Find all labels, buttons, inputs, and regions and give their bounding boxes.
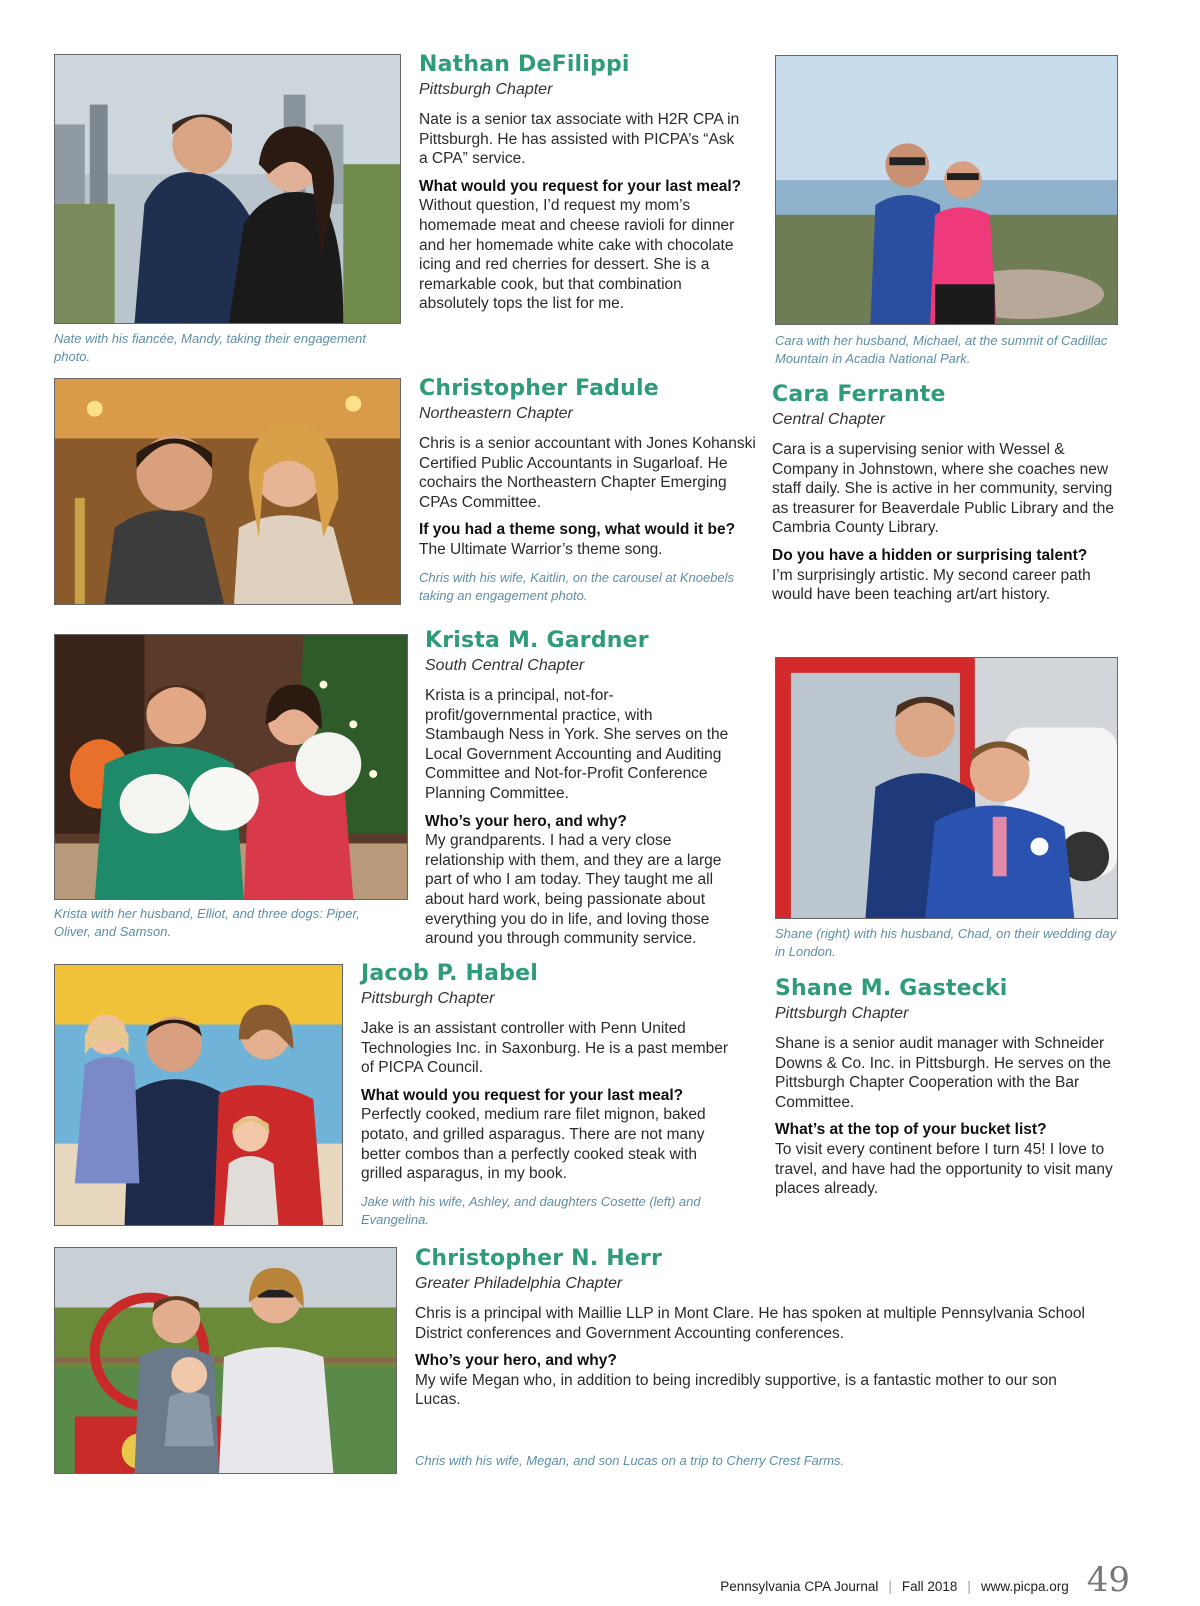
profile-chapter: Pittsburgh Chapter [419, 81, 553, 98]
caption-jacob: Jake with his wife, Ashley, and daughters Cosette (left) and Evangelina. [361, 1194, 701, 1227]
footer-issue: Fall 2018 [901, 1579, 958, 1594]
caption-christopher-fadule: Chris with his wife, Kaitlin, on the carousel at Knoebels taking an engagement photo. [419, 570, 735, 603]
profile-bio: Chris is a senior accountant with Jones Kohanski Certified Public Accountants in Sugarloaf. He cochairs the Northeastern Chapter Emerging CPAs Committee. [419, 435, 756, 511]
profile-question: Do you have a hidden or surprising talent? [772, 546, 1088, 564]
page-footer [720, 1560, 1130, 1600]
caption-nathan: Nate with his fiancée, Mandy, taking their engagement photo. [54, 331, 366, 364]
profile-chapter: Northeastern Chapter [419, 405, 573, 422]
profile-bio: Jake is an assistant controller with Penn United Technologies Inc. in Saxonburg. He is a past member of PICPA Council. [361, 1020, 729, 1077]
profile-name: Jacob P. Habel [361, 961, 538, 986]
profile-christopher-fadule [419, 376, 764, 560]
photo-cara-ferrante [775, 55, 1118, 325]
caption-krista: Krista with her husband, Elliot, and three dogs: Piper, Oliver, and Samson. [54, 906, 360, 939]
profile-answer: To visit every continent before I turn 45! I love to travel, and have had the opportunity to visit many places already. [775, 1140, 1113, 1198]
profile-answer: Perfectly cooked, medium rare filet mignon, baked potato, and grilled asparagus. There are not many better combos than a perfectly cooked steak with grilled asparagus, in my book. [361, 1106, 706, 1183]
profile-chapter: Greater Philadelphia Chapter [415, 1275, 623, 1292]
footer-url[interactable]: www.picpa.org [980, 1579, 1069, 1594]
footer-separator: | [888, 1579, 892, 1594]
profile-bio: Shane is a senior audit manager with Schneider Downs & Co. Inc. in Pittsburgh. He serves on the Pittsburgh Chapter Cooperation with the Bar Committee. [775, 1035, 1111, 1111]
profile-answer: My grandparents. I had a very close relationship with them, and they are a large part of who I am today. They taught me all about hard work, being passionate about everything you do in life, and loving those around you through community service. [425, 832, 722, 948]
caption-cara: Cara with her husband, Michael, at the summit of Cadillac Mountain in Acadia National Park. [775, 333, 1108, 366]
profile-answer: Without question, I’d request my mom’s homemade meat and cheese ravioli for dinner and her homemade white cake with chocolate icing and red cherries for dessert. She is a remarkable cook, but that combination absolutely tops the list for me. [419, 197, 735, 313]
profile-answer: I’m surprisingly artistic. My second career path would have been teaching art/art history. [772, 566, 1091, 604]
profile-question: What would you request for your last meal? [361, 1086, 684, 1104]
profile-bio: Krista is a principal, not-for-profit/governmental practice, with Stambaugh Ness in York. She serves on the Local Government Accounting and Auditing Committee and Not-for-Profit Conference Planning Committee. [425, 687, 729, 802]
profile-answer: My wife Megan who, in addition to being incredibly supportive, is a fantastic mother to our son Lucas. [415, 1371, 1057, 1409]
profile-question: Who’s your hero, and why? [415, 1352, 617, 1370]
caption-christopher-herr: Chris with his wife, Megan, and son Lucas on a trip to Cherry Crest Farms. [415, 1453, 845, 1468]
profile-question: If you had a theme song, what would it be? [419, 521, 736, 539]
profile-chapter: Pittsburgh Chapter [775, 1005, 909, 1022]
profile-name: Christopher N. Herr [415, 1246, 663, 1271]
photo-christopher-herr [54, 1247, 397, 1474]
footer-separator: | [967, 1579, 971, 1594]
profile-nathan-defilippi [419, 52, 744, 314]
profile-bio: Nate is a senior tax associate with H2R CPA in Pittsburgh. He has assisted with PICPA’s “Ask a CPA” service. [419, 111, 740, 168]
footer-journal: Pennsylvania CPA Journal [720, 1579, 879, 1594]
profile-jacob-habel [361, 961, 731, 1184]
page-number: 49 [1086, 1560, 1130, 1600]
photo-jacob-habel [54, 964, 343, 1226]
profile-name: Christopher Fadule [419, 376, 659, 401]
profile-question: What’s at the top of your bucket list? [775, 1121, 1047, 1139]
profile-question: Who’s your hero, and why? [425, 812, 627, 830]
profile-chapter: Pittsburgh Chapter [361, 990, 495, 1007]
profile-bio: Cara is a supervising senior with Wessel & Company in Johnstown, where she coaches new staff daily. She is active in her community, serving as treasurer for Beaverdale Public Library and the Cambria County Library. [772, 441, 1115, 537]
photo-shane-gastecki [775, 657, 1118, 919]
profile-shane-gastecki [775, 976, 1125, 1199]
profile-krista-gardner [425, 628, 735, 949]
profile-name: Nathan DeFilippi [419, 52, 630, 77]
profile-question: What would you request for your last meal? [419, 177, 742, 195]
profile-name: Krista M. Gardner [425, 628, 649, 653]
profile-chapter: South Central Chapter [425, 657, 585, 674]
photo-christopher-fadule [54, 378, 401, 605]
profile-name: Shane M. Gastecki [775, 976, 1008, 1001]
profile-christopher-herr [415, 1246, 1085, 1410]
profile-answer: The Ultimate Warrior’s theme song. [419, 540, 663, 558]
photo-nathan-defilippi [54, 54, 401, 324]
photo-krista-gardner [54, 634, 408, 900]
caption-shane: Shane (right) with his husband, Chad, on their wedding day in London. [775, 926, 1117, 959]
profile-name: Cara Ferrante [772, 382, 946, 407]
profile-cara-ferrante [772, 382, 1122, 605]
profile-chapter: Central Chapter [772, 411, 885, 428]
profile-bio: Chris is a principal with Maillie LLP in Mont Clare. He has spoken at multiple Pennsylvania School District conferences and Government Accounting conferences. [415, 1305, 1085, 1342]
